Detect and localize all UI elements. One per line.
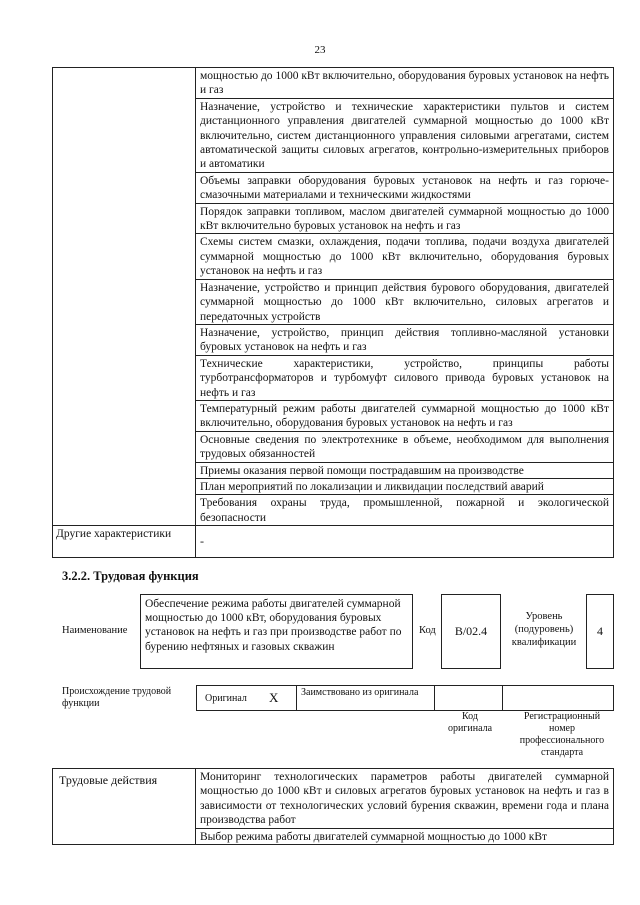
- labor-actions-label: Трудовые действия: [59, 773, 158, 787]
- requirements-label-cell: [53, 68, 196, 526]
- code-label: Код: [419, 625, 436, 636]
- labor-actions-label-cell: [53, 769, 196, 845]
- requirement-item: Объемы заправки оборудования буровых установок на нефть и газ горюче-смазочными материалами и техническими жидкостями: [196, 173, 613, 204]
- requirement-item: Приемы оказания первой помощи пострадавшим на производстве: [196, 463, 613, 479]
- requirement-item: Требования охраны труда, промышленной, пожарной и экологической безопасности: [200, 497, 609, 524]
- other-characteristics-value: [196, 526, 614, 558]
- other-characteristics-value-text: -: [200, 534, 204, 549]
- origin-original-cell: [197, 686, 297, 710]
- requirement-item: Назначение, устройство, принцип действия топливно-масляной установки буровых установок на нефть и газ: [196, 325, 613, 356]
- requirements-list: [196, 68, 614, 526]
- requirement-item: Технические характеристики, устройство, принципы работы турботрансформаторов и турбомуфт силового привода буровых установок на нефть и газ: [196, 356, 613, 401]
- labor-action-item: Выбор режима работы двигателей суммарной мощностью до 1000 кВт: [200, 830, 548, 843]
- requirement-item: Назначение, устройство и принцип действия бурового оборудования, двигателей суммарной мощностью до 1000 кВт включительно, силовых агрегатов и передаточных устройств: [196, 280, 613, 325]
- requirement-item: Назначение, устройство и технические характеристики пультов и систем дистанционного управления двигателей суммарной мощностью до 1000 кВт включительно, систем дистанционного управления силовыми агрегатами, систем автоматической защиты силовых агрегатов, контрольно-измерительных приборов и автоматики: [196, 99, 613, 173]
- requirement-item: Основные сведения по электротехнике в объеме, необходимом для выполнения трудовых обязанностей: [196, 432, 613, 463]
- labor-actions-list: [196, 769, 614, 845]
- original-mark: X: [269, 690, 279, 705]
- other-characteristics-label: [53, 526, 196, 558]
- other-characteristics-row: [53, 526, 614, 558]
- requirement-item: Порядок заправки топливом, маслом двигателей суммарной мощностью до 1000 кВт включительно буровых установок на нефть и газ: [196, 204, 613, 235]
- function-code-box: B/02.4: [441, 594, 501, 669]
- function-name-box: Обеспечение режима работы двигателей суммарной мощностью до 1000 кВт, оборудования буровых установок на нефть и газ при производстве работ по бурению нефтяных и газовых скважин: [140, 594, 413, 669]
- requirement-item: Схемы систем смазки, охлаждения, подачи топлива, подачи воздуха двигателей суммарной мощностью до 1000 кВт включительно, оборудования буровых установок на нефть и газ: [196, 234, 613, 279]
- labor-actions-table: [52, 768, 614, 845]
- labor-actions-row: [53, 769, 614, 845]
- origin-borrowed-cell: [297, 686, 435, 710]
- requirement-item: План мероприятий по локализации и ликвидации последствий аварий: [196, 479, 613, 495]
- requirement-item: мощностью до 1000 кВт включительно, оборудования буровых установок на нефть и газ: [196, 68, 613, 99]
- level-value-box: 4: [586, 594, 614, 669]
- origin-code-cell: [435, 686, 503, 710]
- labor-action-item: Мониторинг технологических параметров работы двигателей суммарной мощностью до 1000 кВт и силовых агрегатов буровых установок на нефть и газ в зависимости от технологических условий бурения скважин, времени года и плана производства работ: [196, 769, 613, 829]
- section-heading: 3.2.2. Трудовая функция: [62, 569, 199, 583]
- page-number: 23: [314, 44, 326, 56]
- other-characteristics-label-text: Другие характеристики: [56, 528, 172, 541]
- requirements-table: [52, 67, 614, 558]
- code-original-label: Код оригинала: [447, 711, 493, 734]
- name-label: Наименование: [62, 625, 128, 636]
- requirements-row: [53, 68, 614, 526]
- origin-reg-number-cell: [503, 686, 613, 710]
- requirement-item: Температурный режим работы двигателей суммарной мощностью до 1000 кВт включительно, оборудования буровых установок на нефть и газ: [196, 401, 613, 432]
- borrowed-label: Заимствовано из оригинала: [301, 687, 419, 698]
- reg-number-label: Регистрационный номер профессионального стандарта: [519, 711, 605, 758]
- original-label: Оригинал: [205, 693, 247, 704]
- origin-label: Происхождение трудовой функции: [62, 686, 172, 709]
- origin-row: [196, 685, 614, 711]
- level-label: Уровень (подуровень) квалификации: [511, 611, 577, 648]
